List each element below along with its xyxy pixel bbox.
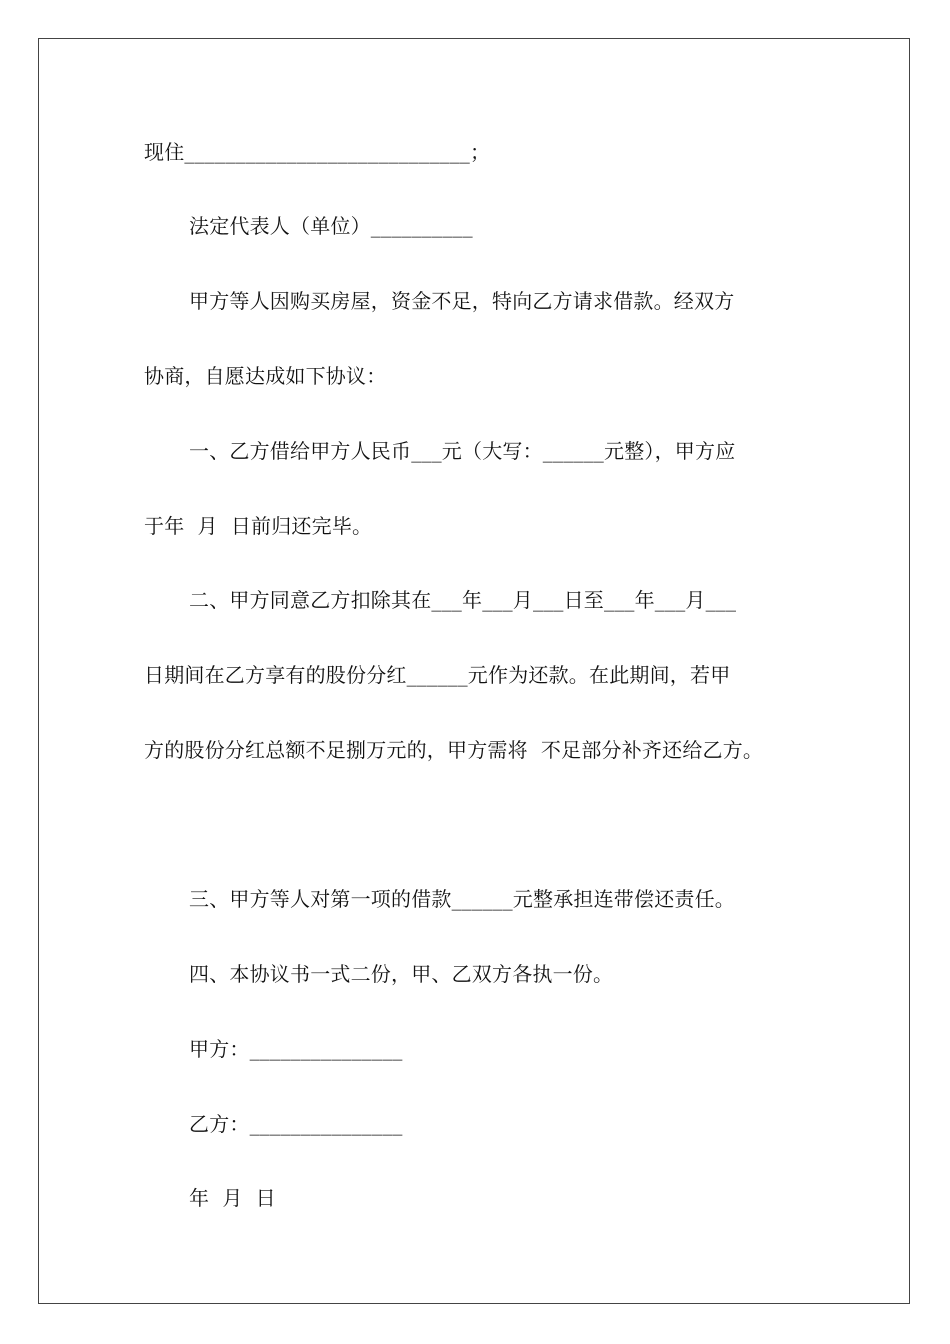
clause-2-line-3: 方的股份分红总额不足捌万元的，甲方需将 不足部分补齐还给乙方。 bbox=[144, 738, 764, 762]
clause-1-line-2: 于年 月 日前归还完毕。 bbox=[144, 514, 373, 538]
clause-3: 三、甲方等人对第一项的借款______元整承担连带偿还责任。 bbox=[189, 887, 735, 911]
clause-2-line-2: 日期间在乙方享有的股份分红______元作为还款。在此期间，若甲 bbox=[144, 663, 731, 687]
clause-4: 四、本协议书一式二份，甲、乙双方各执一份。 bbox=[189, 962, 614, 986]
clause-2-line-1: 二、甲方同意乙方扣除其在___年___月___日至___年___月___ bbox=[189, 588, 737, 612]
clause-1-line-1: 一、乙方借给甲方人民币___元（大写：______元整），甲方应 bbox=[189, 439, 736, 463]
party-b-signature: 乙方：_______________ bbox=[189, 1112, 403, 1136]
preamble-line-2: 协商，自愿达成如下协议： bbox=[144, 364, 387, 388]
residence-line: 现住____________________________； bbox=[144, 140, 491, 164]
party-a-signature: 甲方：_______________ bbox=[189, 1037, 403, 1061]
legal-representative-line: 法定代表人（单位）__________ bbox=[189, 214, 473, 238]
date-line: 年 月 日 bbox=[189, 1186, 276, 1210]
preamble-line-1: 甲方等人因购买房屋，资金不足，特向乙方请求借款。经双方 bbox=[189, 289, 735, 313]
